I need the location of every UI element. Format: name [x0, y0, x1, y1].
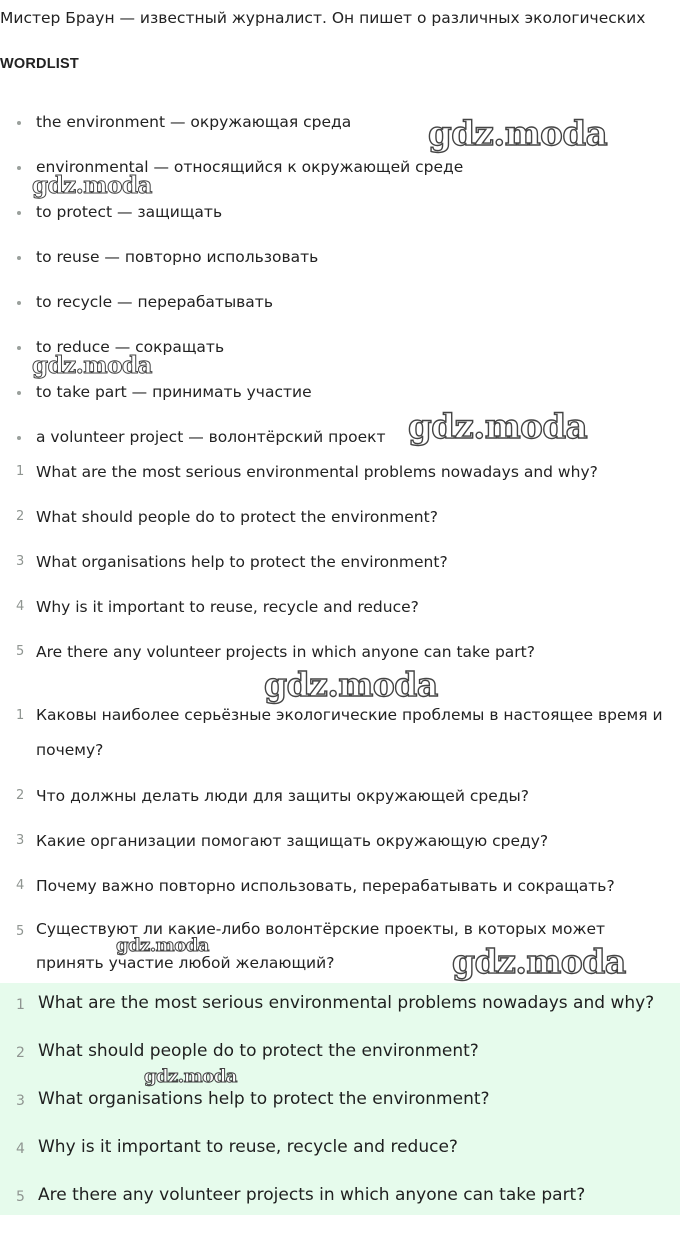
watermark: gdz.moda	[116, 935, 209, 956]
watermark: gdz.moda	[32, 172, 152, 199]
answer-number: 2	[16, 1045, 25, 1061]
wordlist-item-text: a volunteer project — волонтёрский проект	[36, 428, 386, 446]
watermark: gdz.moda	[264, 665, 438, 704]
question-text: Каковы наиболее серьёзные экологические проблемы в настоящее время и почему?	[36, 706, 663, 759]
watermark: gdz.moda	[144, 1066, 237, 1087]
question-text: Are there any volunteer projects in which anyone can take part?	[36, 643, 535, 661]
question-number: 1	[16, 464, 25, 479]
wordlist-item-text: the environment — окружающая среда	[36, 113, 352, 131]
question-number: 3	[16, 554, 25, 569]
wordlist-item-text: to reduce — сокращать	[36, 338, 225, 356]
answer-number: 5	[16, 1189, 25, 1205]
bullet-icon	[17, 391, 21, 395]
question-number: 2	[16, 788, 25, 803]
wordlist-item-text: environmental — относящийся к окружающей среде	[36, 158, 464, 176]
intro-paragraph: Мистер Браун — известный журналист. Он пишет о различных экологических	[0, 9, 646, 27]
wordlist-item-text: to take part — принимать участие	[36, 383, 312, 401]
answer-number: 3	[16, 1093, 25, 1109]
wordlist-item-text: to protect — защищать	[36, 203, 223, 221]
answer-text: Are there any volunteer projects in which anyone can take part?	[38, 1185, 586, 1205]
question-text: Что должны делать люди для защиты окружающей среды?	[36, 787, 529, 805]
answer-block	[0, 983, 680, 1215]
bullet-icon	[17, 256, 21, 260]
answer-number: 1	[16, 997, 25, 1013]
question-text: What should people do to protect the environment?	[36, 508, 438, 526]
answer-text: What should people do to protect the environment?	[38, 1041, 479, 1061]
bullet-icon	[17, 346, 21, 350]
answer-number: 4	[16, 1141, 25, 1157]
question-text: Почему важно повторно использовать, перерабатывать и сокращать?	[36, 877, 615, 895]
question-number: 4	[16, 599, 25, 614]
watermark: gdz.moda	[452, 942, 626, 981]
answer-text: Why is it important to reuse, recycle and reduce?	[38, 1137, 458, 1157]
question-number: 2	[16, 509, 25, 524]
bullet-icon	[17, 436, 21, 440]
watermark: gdz.moda	[428, 114, 608, 154]
question-text: Why is it important to reuse, recycle and reduce?	[36, 598, 419, 616]
answer-text: What organisations help to protect the environment?	[38, 1089, 490, 1109]
question-number: 4	[16, 878, 25, 893]
watermark: gdz.moda	[32, 352, 152, 379]
question-text: What are the most serious environmental problems nowadays and why?	[36, 463, 598, 481]
wordlist-heading: WORDLIST	[0, 56, 79, 72]
question-text: Существуют ли какие-либо волонтёрские проекты, в которых может принять участие любой желающий?	[36, 920, 606, 972]
question-text: Какие организации помогают защищать окружающую среду?	[36, 832, 549, 850]
bullet-icon	[17, 211, 21, 215]
question-text: What organisations help to protect the environment?	[36, 553, 448, 571]
bullet-icon	[17, 121, 21, 125]
question-number: 1	[16, 708, 25, 723]
watermark: gdz.moda	[408, 407, 588, 447]
question-number: 5	[16, 924, 25, 939]
wordlist-item-text: to recycle — перерабатывать	[36, 293, 273, 311]
wordlist-item-text: to reuse — повторно использовать	[36, 248, 319, 266]
question-number: 3	[16, 833, 25, 848]
bullet-icon	[17, 301, 21, 305]
question-number: 5	[16, 644, 25, 659]
bullet-icon	[17, 166, 21, 170]
answer-text: What are the most serious environmental problems nowadays and why?	[38, 993, 655, 1013]
